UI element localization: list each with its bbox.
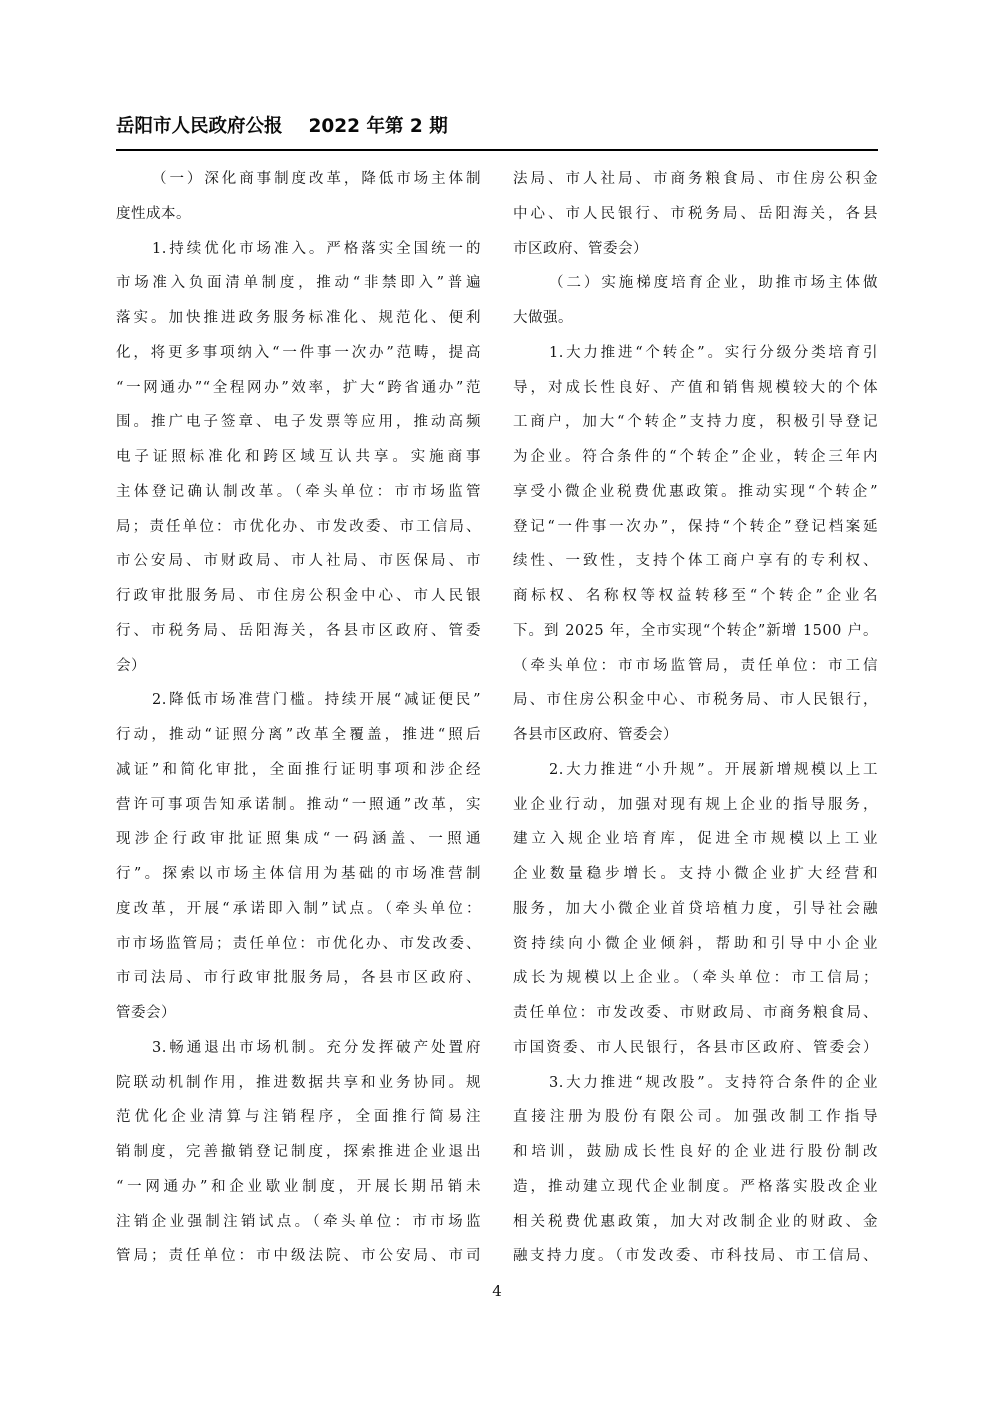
text-line: 市场准入负面清单制度，推动“非禁即入”普遍 [116,275,481,292]
text-line: 销制度，完善撤销登记制度，探索推进企业退出 [116,1144,481,1160]
text-line: 相关税费优惠政策，加大对改制企业的财政、金 [513,1213,878,1230]
text-line: 管委会） [116,1005,176,1021]
text-line: 营许可事项告知承诺制。推动“一照通”改革，实 [116,796,481,813]
text-line: （牵头单位：市市场监管局，责任单位：市工信 [513,657,878,674]
text-line: 工商户，加大“个转企”支持力度，积极引导登记 [513,414,878,431]
text-line: 现涉企行政审批证照集成“一码涵盖、一照通 [116,831,481,848]
text-line: 行动，推动“证照分离”改革全覆盖，推进“照后 [116,727,481,743]
text-line: 局；责任单位：市优化办、市发改委、市工信局、 [116,518,481,535]
text-line: 服务，加大小微企业首贷培植力度，引导社会融 [513,900,878,917]
text-line: 行”。探索以市场主体信用为基础的市场准营制 [116,866,481,882]
text-line: 登记“一件事一次办”，保持“个转企”登记档案延 [513,518,878,535]
text-line: 主体登记确认制改革。（牵头单位：市市场监管 [116,483,481,500]
text-line: 为企业。符合条件的“个转企”企业，转企三年内 [513,449,878,465]
text-line: 2.降低市场准营门槛。持续开展“减证便民” [152,692,481,709]
body-columns [116,162,878,1274]
text-line: 院联动机制作用，推进数据共享和业务协同。规 [116,1074,481,1091]
right-column [513,162,878,1274]
text-line: 下。到 2025 年，全市实现“个转企”新增 1500 户。 [513,622,878,639]
text-line: 注销企业强制注销试点。（牵头单位：市市场监 [116,1213,481,1230]
text-line: 市市场监管局；责任单位：市优化办、市发改委、 [116,935,481,952]
text-line: 责任单位：市发改委、市财政局、市商务粮食局、 [513,1005,878,1021]
text-line: 成长为规模以上企业。（牵头单位：市工信局； [513,970,878,987]
text-line: 行政审批服务局、市住房公积金中心、市人民银 [116,588,481,604]
text-line: （二）实施梯度培育企业，助推市场主体做 [549,275,878,292]
text-line: 化，将更多事项纳入“一件事一次办”范畴，提高 [116,344,481,361]
text-line: 造，推动建立现代企业制度。严格落实股改企业 [513,1178,878,1195]
text-line: 围。推广电子签章、电子发票等应用，推动高频 [116,414,481,431]
text-line: 局、市住房公积金中心、市税务局、市人民银行， [513,692,878,709]
text-line: 行、市税务局、岳阳海关，各县市区政府、管委 [116,622,481,639]
text-line: 1.持续优化市场准入。严格落实全国统一的 [152,240,481,257]
text-line: 2.大力推进“小升规”。开展新增规模以上工 [549,761,878,778]
text-line: 市公安局、市财政局、市人社局、市医保局、市 [116,553,481,570]
text-line: 导，对成长性良好、产值和销售规模较大的个体 [513,379,878,396]
text-line: 电子证照标准化和跨区域互认共享。实施商事 [116,449,481,465]
text-line: 落实。加快推进政务服务标准化、规范化、便利 [116,310,481,326]
text-line: 直接注册为股份有限公司。加强改制工作指导 [513,1109,878,1126]
page-number: 4 [492,1282,502,1300]
text-line: 减证”和简化审批，全面推行证明事项和涉企经 [116,761,481,778]
text-line: 市国资委、市人民银行，各县市区政府、管委会） [513,1039,878,1056]
text-line: 建立入规企业培育库，促进全市规模以上工业 [513,831,878,848]
text-line: 管局；责任单位：市中级法院、市公安局、市司 [116,1248,481,1265]
text-line: 商标权、名称权等权益转移至“个转企”企业名 [513,588,878,604]
text-line: （一）深化商事制度改革，降低市场主体制 [152,171,481,187]
left-column [116,162,481,1274]
text-line: 和培训，鼓励成长性良好的企业进行股份制改 [513,1144,878,1160]
text-line: 资持续向小微企业倾斜，帮助和引导中小企业 [513,935,878,952]
text-line: 会） [116,657,146,674]
text-line: 中心、市人民银行、市税务局、岳阳海关，各县 [513,205,878,222]
text-line: 1.大力推进“个转企”。实行分级分类培育引 [549,344,878,361]
text-line: 企业数量稳步增长。支持小微企业扩大经营和 [513,866,878,882]
text-line: 3.畅通退出市场机制。充分发挥破产处置府 [152,1039,481,1056]
text-line: 续性、一致性，支持个体工商户享有的专利权、 [513,553,878,570]
text-line: 市区政府、管委会） [513,240,648,257]
text-line: 3.大力推进“规改股”。支持符合条件的企业 [549,1074,878,1091]
gazette-issue: 2022 年第 2 期 [308,116,448,137]
text-line: 业企业行动，加强对现有规上企业的指导服务， [513,796,878,813]
text-line: “一网通办”“全程网办”效率，扩大“跨省通办”范 [116,379,481,396]
text-line: 融支持力度。（市发改委、市科技局、市工信局、 [513,1248,878,1265]
text-line: 范优化企业清算与注销程序，全面推行简易注 [116,1109,481,1126]
text-line: 法局、市人社局、市商务粮食局、市住房公积金 [513,171,878,187]
text-line: 度改革，开展“承诺即入制”试点。（牵头单位： [116,900,481,917]
text-line: 度性成本。 [116,205,191,222]
text-line: 享受小微企业税费优惠政策。推动实现“个转企” [513,483,878,500]
page-header [116,112,878,142]
text-line: 大做强。 [513,310,573,326]
text-line: “一网通办”和企业歇业制度，开展长期吊销未 [116,1178,481,1195]
text-line: 市司法局、市行政审批服务局，各县市区政府、 [116,970,481,987]
gazette-title: 岳阳市人民政府公报 [116,116,283,137]
text-line: 各县市区政府、管委会） [513,727,678,743]
header-divider [116,149,878,151]
